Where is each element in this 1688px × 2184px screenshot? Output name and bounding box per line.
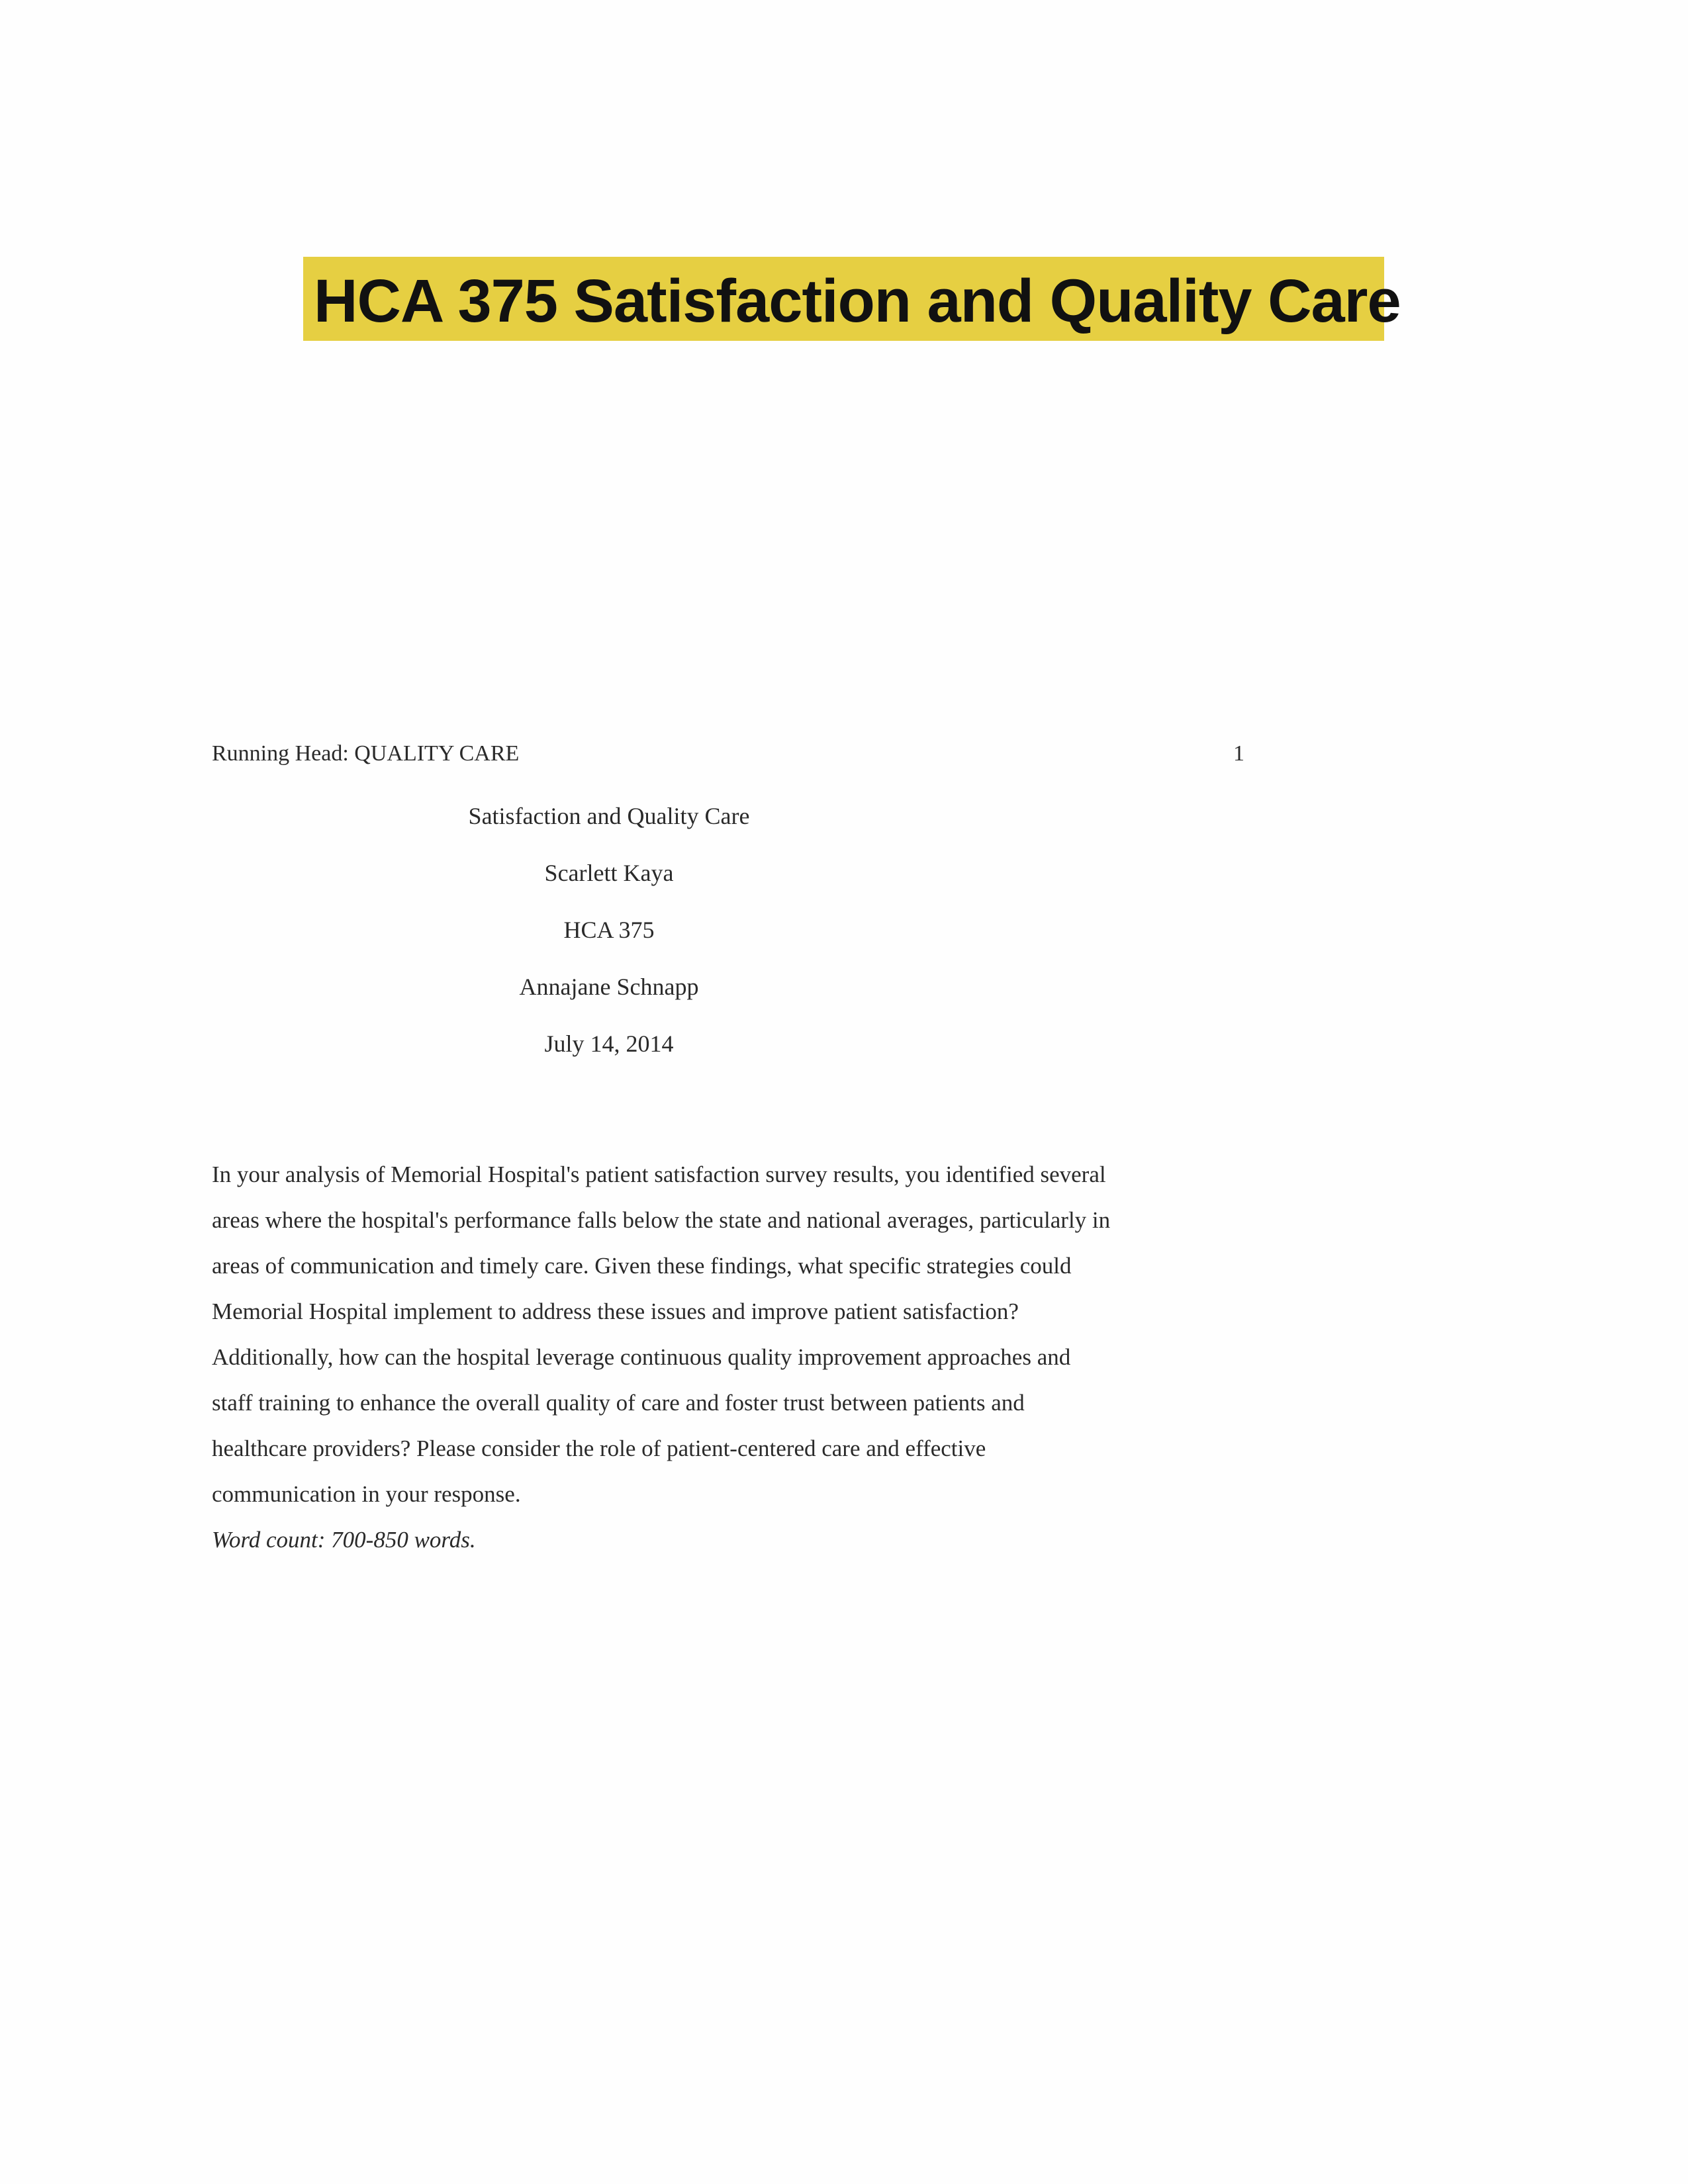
- prompt-line: staff training to enhance the overall quality of care and foster trust between patients and: [212, 1390, 1025, 1416]
- paper-date: July 14, 2014: [544, 1030, 674, 1057]
- running-head: Running Head: QUALITY CARE: [212, 741, 520, 766]
- prompt-line: In your analysis of Memorial Hospital's patient satisfaction survey results, you identified several: [212, 1161, 1106, 1187]
- prompt-line: Additionally, how can the hospital leverage continuous quality improvement approaches and: [212, 1344, 1071, 1370]
- page-number: 1: [1233, 741, 1244, 766]
- word-count: Word count: 700-850 words.: [212, 1527, 476, 1553]
- prompt-line: Memorial Hospital implement to address these issues and improve patient satisfaction?: [212, 1298, 1019, 1324]
- prompt-line: healthcare providers? Please consider the role of patient-centered care and effective: [212, 1435, 986, 1461]
- paper-title: Satisfaction and Quality Care: [468, 803, 750, 829]
- author-name: Scarlett Kaya: [544, 860, 674, 886]
- document-page: [212, 728, 1244, 1588]
- course-code: HCA 375: [563, 917, 655, 943]
- prompt-line: areas where the hospital's performance falls below the state and national averages, particularly in: [212, 1207, 1111, 1233]
- prompt-line: areas of communication and timely care. Given these findings, what specific strategies could: [212, 1253, 1072, 1279]
- banner-title: HCA 375 Satisfaction and Quality Care: [314, 267, 1401, 335]
- instructor-name: Annajane Schnapp: [519, 974, 699, 1000]
- assignment-prompt: [212, 1152, 1244, 1563]
- prompt-line: communication in your response.: [212, 1481, 521, 1507]
